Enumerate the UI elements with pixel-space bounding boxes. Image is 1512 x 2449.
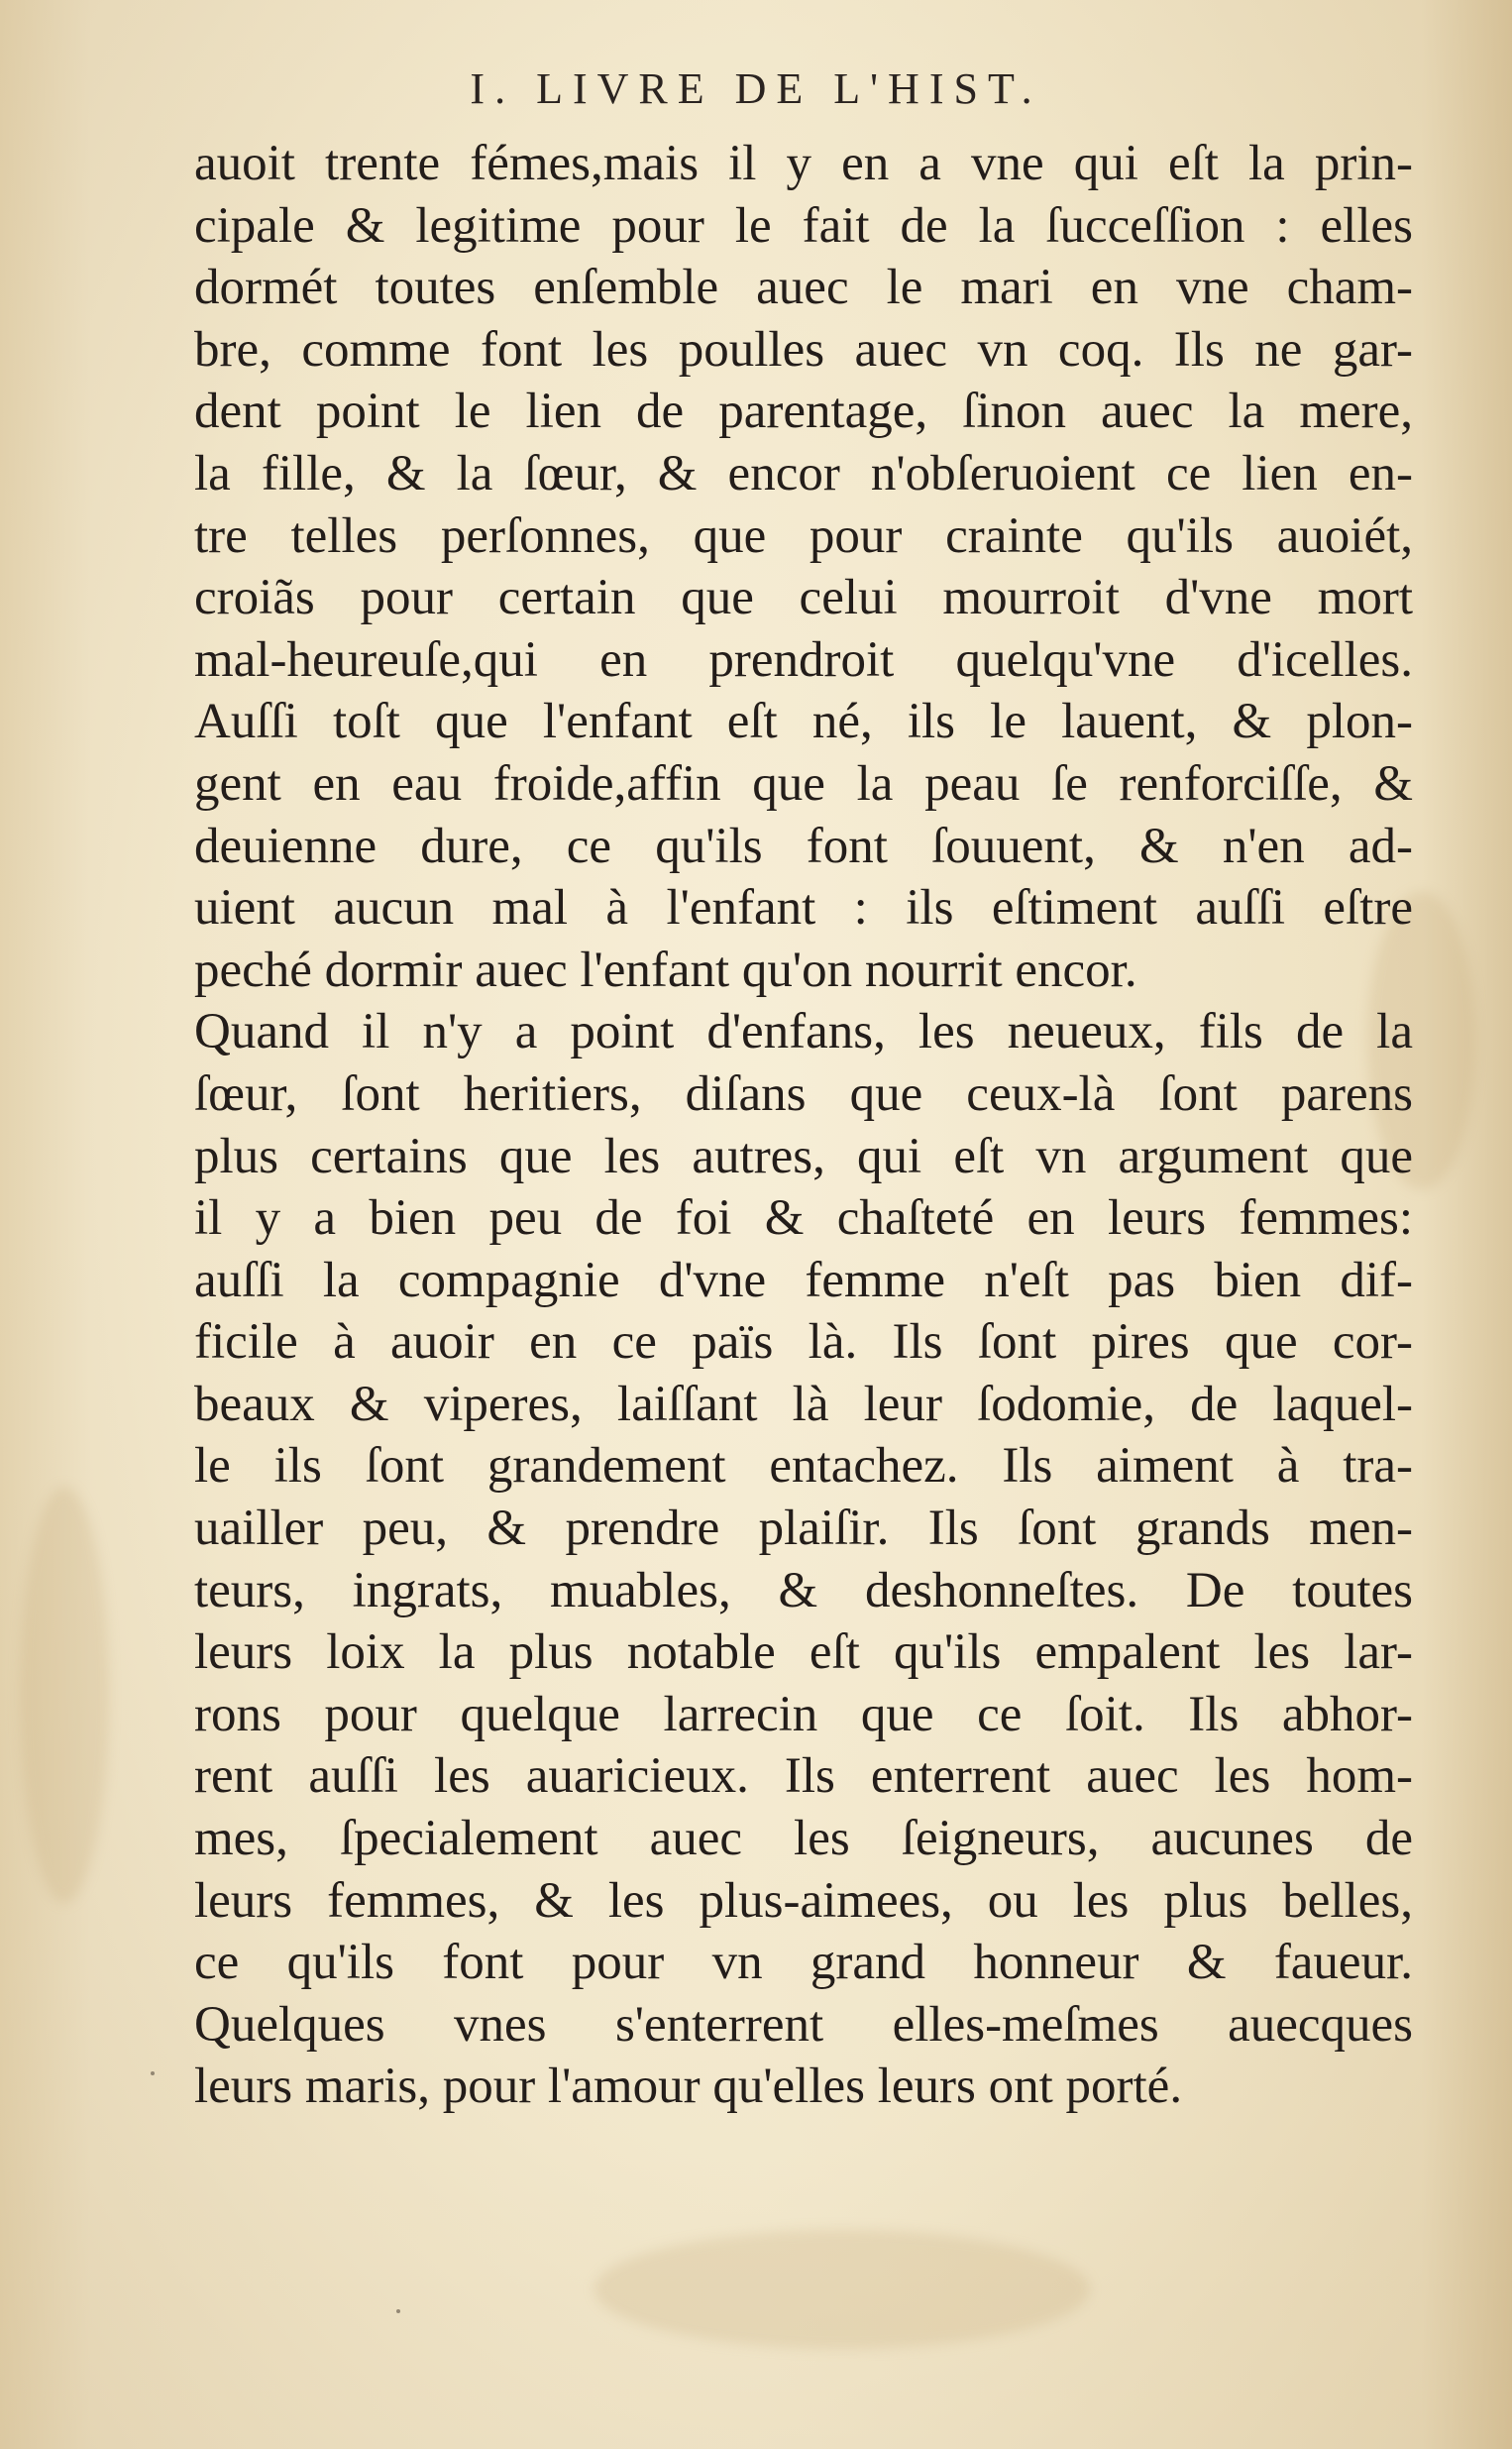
ink-speck bbox=[151, 2071, 155, 2075]
text-line: ſœur, ſont heritiers, diſans que ceux-là ſont parens bbox=[194, 1065, 1413, 1122]
text-line: tre telles perſonnes, que pour crainte qu'ils auoiét, bbox=[194, 507, 1413, 564]
text-line: beaux & viperes, laiſſant là leur ſodomie, de laquel- bbox=[194, 1376, 1413, 1432]
text-line: uient aucun mal à l'enfant : ils eſtiment auſſi eſtre bbox=[194, 880, 1413, 937]
text-line: leurs loix la plus notable eſt qu'ils empalent les lar- bbox=[194, 1624, 1413, 1681]
text-line: uailler peu, & prendre plaiſir. Ils ſont grands men- bbox=[194, 1501, 1413, 1557]
text-line: cipale & legitime pour le fait de la ſucceſſion : elles bbox=[194, 197, 1413, 254]
text-line: leurs femmes, & les plus-aimees, ou les plus belles, bbox=[194, 1872, 1413, 1929]
text-line: mal-heureuſe,qui en prendroit quelqu'vne d'icelles. bbox=[194, 631, 1413, 688]
body-text bbox=[194, 133, 1413, 2118]
text-line: auſſi la compagnie d'vne femme n'eſt pas bien dif- bbox=[194, 1252, 1413, 1308]
text-line: Quand il n'y a point d'enfans, les neueux, fils de la bbox=[194, 1004, 1413, 1060]
text-line: croiãs pour certain que celui mourroit d'vne mort bbox=[194, 570, 1413, 626]
text-line: mes, ſpecialement auec les ſeigneurs, aucunes de bbox=[194, 1811, 1413, 1867]
text-line: gent en eau froide,affin que la peau ſe renforciſſe, & bbox=[194, 755, 1413, 812]
text-line: Auſſi toſt que l'enfant eſt né, ils le lauent, & plon- bbox=[194, 694, 1413, 750]
running-head: I. LIVRE DE L'HIST. bbox=[470, 64, 1042, 113]
text-line: deuienne dure, ce qu'ils font ſouuent, & n'en ad- bbox=[194, 818, 1413, 874]
paper-stain bbox=[594, 2230, 1090, 2349]
text-line: Quelques vnes s'enterrent elles-meſmes auecques bbox=[194, 1996, 1413, 2053]
text-line: plus certains que les autres, qui eſt vn argument que bbox=[194, 1128, 1413, 1184]
text-line: la fille, & la ſœur, & encor n'obſeruoient ce lien en- bbox=[194, 445, 1413, 501]
paper-stain bbox=[20, 1487, 109, 1903]
text-line: auoit trente fémes,mais il y en a vne qui eſt la prin- bbox=[194, 136, 1413, 191]
text-line: bre, comme font les poulles auec vn coq. Ils ne gar- bbox=[194, 321, 1413, 378]
text-line: peché dormir auec l'enfant qu'on nourrit encor. bbox=[194, 942, 1137, 998]
text-line: rons pour quelque larrecin que ce ſoit. Ils abhor- bbox=[194, 1686, 1413, 1742]
text-line: leurs maris, pour l'amour qu'elles leurs ont porté. bbox=[194, 2059, 1183, 2115]
text-line: dormét toutes enſemble auec le mari en vne cham- bbox=[194, 260, 1413, 316]
text-line: ficile à auoir en ce païs là. Ils ſont pires que cor- bbox=[194, 1314, 1413, 1371]
text-line: rent auſſi les auaricieux. Ils enterrent auec les hom- bbox=[194, 1748, 1413, 1805]
ink-speck bbox=[396, 2309, 400, 2313]
text-line: teurs, ingrats, muables, & deshonneſtes. De toutes bbox=[194, 1562, 1413, 1618]
text-line: ce qu'ils font pour vn grand honneur & faueur. bbox=[194, 1935, 1413, 1991]
text-line: le ils ſont grandement entachez. Ils aiment à tra- bbox=[194, 1438, 1413, 1495]
text-line: dent point le lien de parentage, ſinon auec la mere, bbox=[194, 384, 1413, 440]
text-line: il y a bien peu de foi & chaſteté en leurs femmes: bbox=[194, 1190, 1413, 1247]
